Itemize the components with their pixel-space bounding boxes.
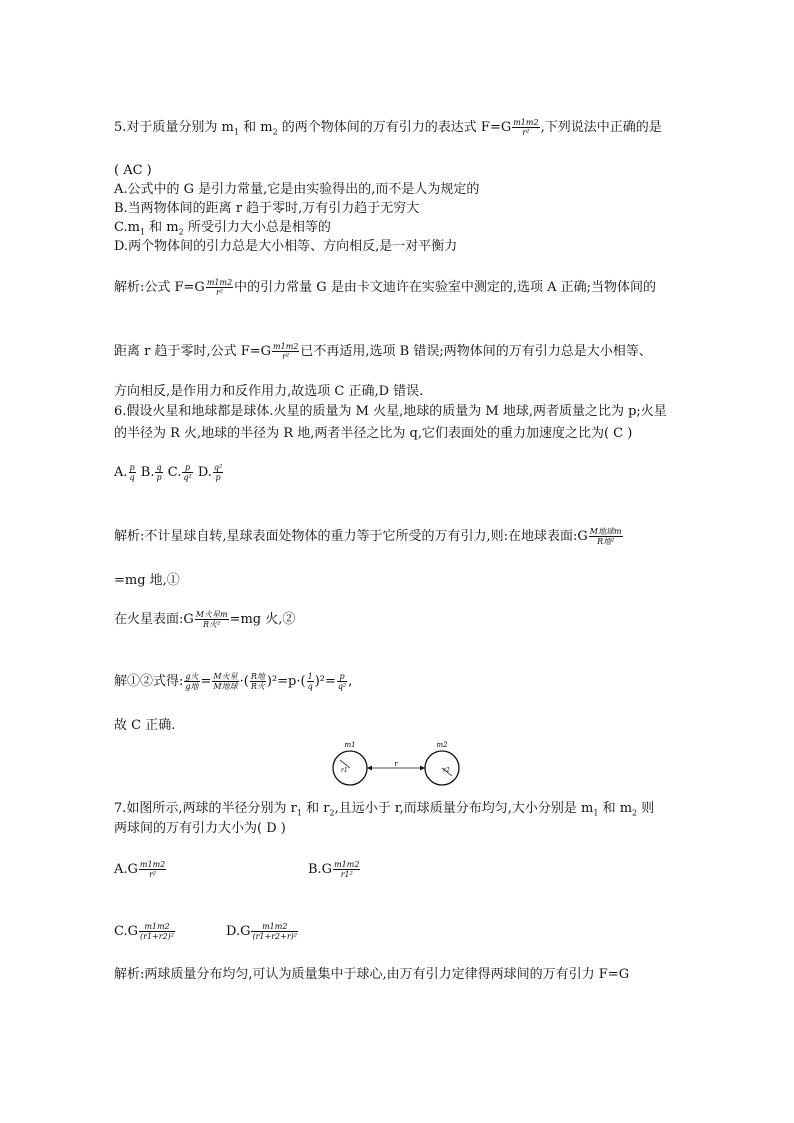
q6-explanation-5: 故 C 正确.: [114, 718, 176, 733]
q7-explanation-1: 解析:两球质量分布均匀,可认为质量集中于球心,由万有引力定律得两球间的万有引力 F=G: [114, 967, 630, 982]
two-spheres-figure: [330, 740, 470, 788]
q7-option-a: A.G $\frac{m1m2}{\text{r²}}$: [114, 860, 166, 879]
label-r1: r1: [341, 767, 348, 774]
q7-option-c: C.G $\frac{m1m2}{\text{(r1+r2)²}}$: [114, 922, 174, 941]
q5-explanation-1: 解析:公式 F=G $\frac{m1m2}{\text{r²}}$ 中的引力常量 G 是由卡文迪许在实验室中测定的,选项 A 正确;当物体间的: [114, 278, 656, 297]
label-r2: r2: [443, 767, 450, 774]
label-m1: m1: [344, 741, 356, 749]
fraction: $\frac{m1m2}{\text{r²}}$: [273, 342, 299, 361]
q6-explanation-2: =mg 地,①: [114, 573, 180, 588]
q6-stem-1: 6.假设火星和地球都是球体.火星的质量为 M 火星,地球的质量为 M 地球,两者质量之比为 p;火星: [114, 404, 667, 419]
q5-answer: ( AC ): [114, 163, 152, 178]
q7-option-b: B.G $\frac{m1m2}{\text{r1²}}$: [308, 860, 360, 879]
q6-options: A. $\frac{p}{q}$ B. $\frac{q}{p}$ C. $\frac{p}{\text{q²}}$ D. $\frac{\text{q²}}{p}$: [114, 463, 223, 482]
q6-stem-2: 的半径为 R 火,地球的半径为 R 地,两者半径之比为 q,它们表面处的重力加速度之比为( C ): [114, 426, 633, 441]
q5-option-b: B.当两物体间的距离 r 趋于零时,万有引力趋于无穷大: [114, 201, 420, 216]
q5-stem: 5.对于质量分别为 $m_1$ 和 $m_2$ 的两个物体间的万有引力的表达式 F=G $\frac{m1m2}{\text{r²}}$ ,下列说法中正确的是: [114, 118, 662, 137]
label-m2: m2: [436, 741, 448, 749]
q5-option-d: D.两个物体间的引力总是大小相等、方向相反,是一对平衡力: [114, 239, 458, 254]
q5-explanation-3: 方向相反,是作用力和反作用力,故选项 C 正确,D 错误.: [114, 384, 424, 399]
q7-stem-1: 7.如图所示,两球的半径分别为 $r_1$ 和 $r_2$,且远小于 r,而球质量分布均匀,大小分别是 $m_1$ 和 $m_2$ 则: [114, 801, 655, 818]
fraction: $\frac{m1m2}{\text{r²}}$: [206, 278, 233, 297]
fraction: $\frac{m1m2}{\text{r²}}$: [513, 118, 539, 137]
q6-explanation-3: 在火星表面:G $\frac{\text{M火星m}}{\text{R火²}}$ =mg 火,②: [114, 610, 296, 629]
q6-explanation-1: 解析:不计星球自转,星球表面处物体的重力等于它所受的万有引力,则:在地球表面:G $\frac{\text{M地球m}}{\text{R地²}}$: [114, 527, 622, 546]
q5-option-a: A.公式中的 G 是引力常量,它是由实验得出的,而不是人为规定的: [114, 182, 480, 197]
q6-explanation-4: 解①②式得: $\frac{\text{g火}}{\text{g地}}$ = $\frac{\text{M火星}}{\text{M地球}}$ ·( $\frac{\text{R地}}{\text{R火}}$ )²=p·( $\frac{1}{q}$ )²= $\frac{p}{\text{q²}}$ ,: [114, 672, 353, 691]
q5-explanation-2: 距离 r 趋于零时,公式 F=G $\frac{m1m2}{\text{r²}}$ 已不再适用,选项 B 错误;两物体间的万有引力总是大小相等、: [114, 342, 652, 361]
q7-option-d: D.G $\frac{m1m2}{\text{(r1+r2+r)²}}$: [226, 922, 297, 941]
q5-option-c: $C.m_1$ 和 $m_2$ 所受引力大小总是相等的: [114, 220, 331, 237]
q7-stem-2: 两球间的万有引力大小为( D ): [114, 821, 286, 836]
label-r: r: [394, 760, 398, 768]
